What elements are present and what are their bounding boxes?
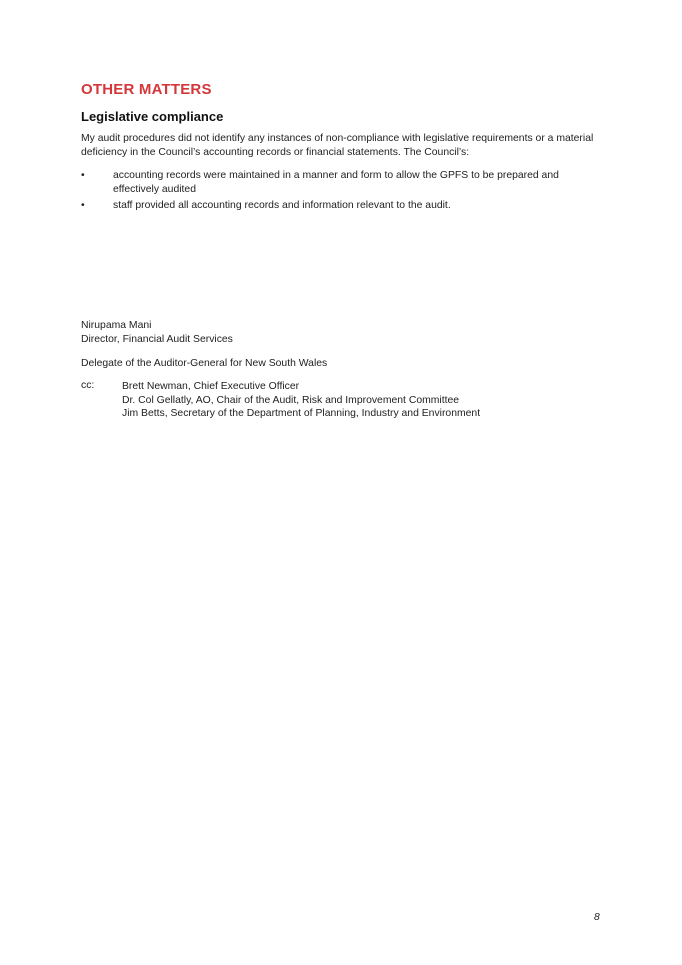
section-heading: OTHER MATTERS xyxy=(81,81,212,98)
compliance-bullet-list xyxy=(81,169,621,216)
signatory-title: Director, Financial Audit Services xyxy=(81,334,233,345)
bullet-marker: • xyxy=(81,200,85,211)
page-number: 8 xyxy=(594,912,600,923)
cc-label: cc: xyxy=(81,380,95,391)
cc-recipient: Brett Newman, Chief Executive Officer xyxy=(122,381,300,392)
list-item xyxy=(81,169,621,196)
signatory-delegate: Delegate of the Auditor-General for New South Wales xyxy=(81,358,328,369)
bullet-text: staff provided all accounting records and information relevant to the audit. xyxy=(113,200,451,211)
cc-recipient: Dr. Col Gellatly, AO, Chair of the Audit, Risk and Improvement Committee xyxy=(122,394,460,406)
bullet-text: accounting records were maintained in a manner and form to allow the GPFS to be prepared and effectively audited xyxy=(113,170,559,195)
intro-paragraph: My audit procedures did not identify any instances of non-compliance with legislative requirements or a material deficiency in the Council’s accounting records or financial statements. The Council’s: xyxy=(81,133,594,158)
list-item xyxy=(81,199,621,213)
signatory-name: Nirupama Mani xyxy=(81,320,152,331)
cc-recipient: Jim Betts, Secretary of the Department of Planning, Industry and Environment xyxy=(122,408,481,419)
cc-recipient-list xyxy=(122,380,480,421)
bullet-marker: • xyxy=(81,170,85,181)
subsection-heading: Legislative compliance xyxy=(81,109,224,124)
